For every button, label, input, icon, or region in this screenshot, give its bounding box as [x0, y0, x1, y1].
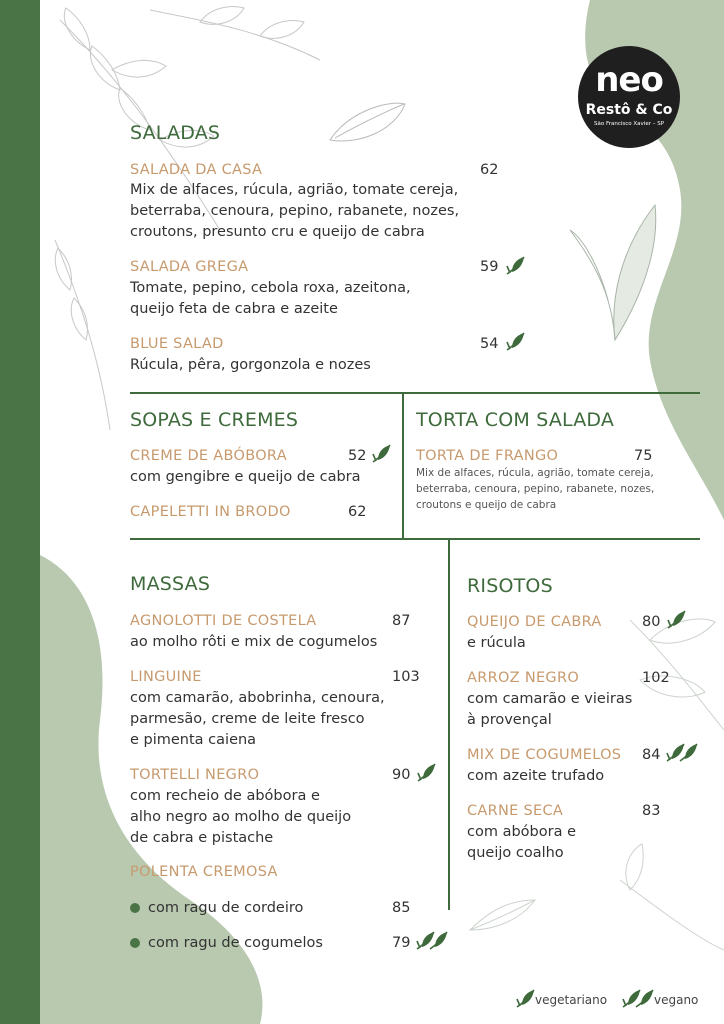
- left-accent-bar: [0, 0, 40, 1024]
- menu-item-price: 59: [480, 259, 499, 275]
- section-title-risotos: RISOTOS: [467, 575, 553, 597]
- menu-item-name: TORTA DE FRANGO: [416, 448, 559, 464]
- vegetarian-leaf-icon: [415, 762, 437, 788]
- menu-option-label: com ragu de cogumelos: [148, 935, 323, 951]
- leaf-right-middle: [570, 205, 656, 340]
- brand-logo: [578, 46, 680, 148]
- bullet-dot: [130, 938, 140, 948]
- vegetarian-leaf-icon: [514, 988, 536, 1014]
- divider-horizontal: [130, 538, 700, 540]
- menu-item-price: 84: [642, 747, 661, 763]
- menu-item-description: e rúcula: [467, 635, 526, 651]
- section-title-torta: TORTA COM SALADA: [416, 409, 615, 431]
- menu-item-price: 103: [392, 669, 420, 685]
- menu-item-name: LINGUINE: [130, 669, 202, 685]
- menu-item-price: 83: [642, 803, 661, 819]
- menu-item-name: SALADA DA CASA: [130, 162, 263, 178]
- menu-item-price: 80: [642, 614, 661, 630]
- menu-item-description: com azeite trufado: [467, 768, 605, 784]
- menu-item-description: com recheio de abóbora e alho negro ao molho de queijo de cabra e pistache: [130, 788, 352, 846]
- menu-option-label: com ragu de cordeiro: [148, 900, 304, 916]
- menu-item-name: ARROZ NEGRO: [467, 670, 580, 686]
- section-title-massas: MASSAS: [130, 573, 211, 595]
- vegetarian-leaf-icon: [370, 443, 392, 469]
- section-title-sopas: SOPAS E CREMES: [130, 409, 299, 431]
- divider-vertical: [402, 392, 404, 540]
- menu-item-name: QUEIJO DE CABRA: [467, 614, 602, 630]
- menu-item-description: com camarão e vieiras à provençal: [467, 691, 633, 728]
- menu-item-price: 85: [392, 900, 411, 916]
- vegan-leaf-icon: [414, 930, 450, 956]
- logo-wordmark: neo: [595, 60, 663, 100]
- menu-item-name: MIX DE COGUMELOS: [467, 747, 622, 763]
- menu-item-description: Tomate, pepino, cebola roxa, azeitona, queijo feta de cabra e azeite: [130, 280, 411, 317]
- logo-location: São Francisco Xavier – SP: [593, 121, 665, 127]
- menu-item-description: com camarão, abobrinha, cenoura, parmesão, creme de leite fresco e pimenta caiena: [130, 690, 385, 748]
- menu-item-price: 52: [348, 448, 367, 464]
- leaf-center: [330, 103, 405, 141]
- menu-item-price: 75: [634, 448, 653, 464]
- menu-item-name: BLUE SALAD: [130, 336, 224, 352]
- bullet-dot: [130, 903, 140, 913]
- menu-item-price: 87: [392, 613, 411, 629]
- menu-item-price: 102: [642, 670, 670, 686]
- legend-vegano: vegano: [654, 993, 699, 1007]
- legend-vegetariano: vegetariano: [535, 993, 608, 1007]
- menu-item-name: AGNOLOTTI DE COSTELA: [130, 613, 317, 629]
- menu-item-description: com abóbora e queijo coalho: [467, 824, 576, 861]
- divider-horizontal: [130, 392, 700, 394]
- menu-item-description: ao molho rôti e mix de cogumelos: [130, 634, 378, 650]
- vegetarian-leaf-icon: [665, 609, 687, 635]
- menu-item-price: 62: [348, 504, 367, 520]
- section-title-saladas: SALADAS: [130, 122, 221, 144]
- menu-item-description: Rúcula, pêra, gorgonzola e nozes: [130, 357, 371, 373]
- menu-item-price: 54: [480, 336, 499, 352]
- menu-item-name: TORTELLI NEGRO: [130, 767, 260, 783]
- menu-item-name: CARNE SECA: [467, 803, 564, 819]
- divider-vertical: [448, 538, 450, 910]
- menu-item-price: 90: [392, 767, 411, 783]
- vegetarian-leaf-icon: [504, 255, 526, 281]
- menu-item-name: POLENTA CREMOSA: [130, 864, 278, 880]
- menu-item-description: Mix de alfaces, rúcula, agrião, tomate cereja, beterraba, cenoura, pepino, rabanete, nozes, croutons, presunto cru e queijo de cabra: [130, 182, 460, 240]
- menu-item-description: Mix de alfaces, rúcula, agrião, tomate cereja, beterraba, cenoura, pepino, rabanete, nozes, croutons e queijo de cabra: [416, 467, 655, 511]
- logo-subtitle: Restô & Co: [585, 102, 673, 118]
- menu-item-price: 62: [480, 162, 499, 178]
- menu-item-description: com gengibre e queijo de cabra: [130, 469, 361, 485]
- menu-item-name: CREME DE ABÓBORA: [130, 448, 287, 464]
- vegetarian-leaf-icon: [504, 331, 526, 357]
- menu-item-name: SALADA GREGA: [130, 259, 249, 275]
- vegan-leaf-icon: [664, 742, 700, 768]
- vegan-leaf-icon: [620, 988, 656, 1014]
- menu-item-name: CAPELETTI IN BRODO: [130, 504, 291, 520]
- menu-item-price: 79: [392, 935, 411, 951]
